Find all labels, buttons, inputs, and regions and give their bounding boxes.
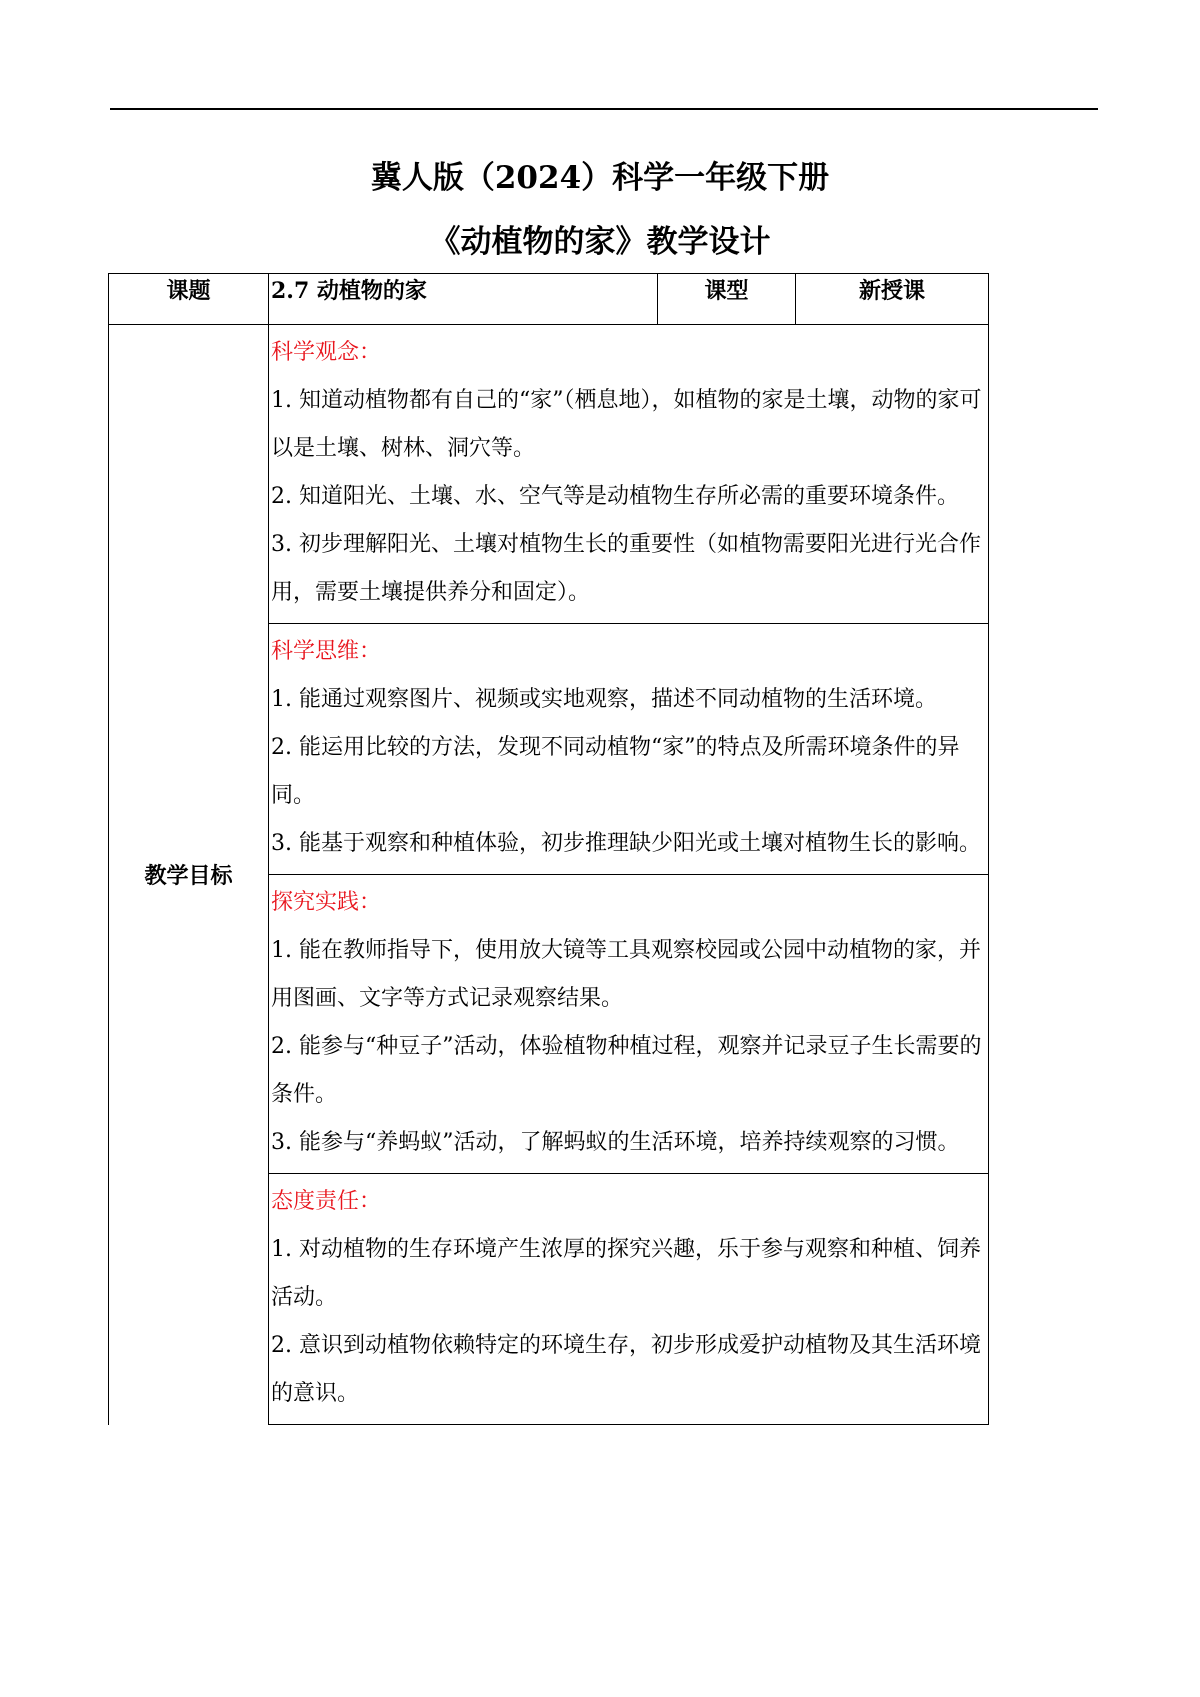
- type-value: 新授课: [796, 274, 989, 325]
- header-rule: [110, 108, 1098, 110]
- table-header-row: [109, 274, 989, 325]
- goal-item: 1. 能通过观察图片、视频或实地观察，描述不同动植物的生活环境。: [271, 687, 937, 712]
- goal-item: 2. 意识到动植物依赖特定的环境生存，初步形成爱护动植物及其生活环境的意识。: [271, 1333, 981, 1406]
- document-title: 冀人版（2024）科学一年级下册: [370, 160, 830, 196]
- goal-item: 2. 知道阳光、土壤、水、空气等是动植物生存所必需的重要环境条件。: [271, 484, 959, 509]
- goal-section-concepts: [269, 325, 989, 624]
- goal-section-thinking: [269, 624, 989, 875]
- goal-item: 2. 能参与“种豆子”活动，体验植物种植过程，观察并记录豆子生长需要的条件。: [271, 1034, 982, 1107]
- goal-item: 3. 能基于观察和种植体验，初步推理缺少阳光或土壤对植物生长的影响。: [271, 831, 981, 856]
- section-heading: 态度责任：: [271, 1189, 382, 1214]
- goal-item: 2. 能运用比较的方法，发现不同动植物“家”的特点及所需环境条件的异同。: [271, 735, 960, 808]
- goal-item: 1. 对动植物的生存环境产生浓厚的探究兴趣，乐于参与观察和种植、饲养活动。: [271, 1237, 981, 1310]
- goal-row: [109, 325, 989, 624]
- goal-section-attitude: [269, 1174, 989, 1425]
- section-heading: 科学观念：: [271, 340, 382, 365]
- section-heading: 科学思维：: [271, 639, 382, 664]
- goals-label: 教学目标: [109, 325, 269, 1425]
- goal-item: 1. 知道动植物都有自己的“家”（栖息地），如植物的家是土壤，动物的家可以是土壤、树林、洞穴等。: [271, 388, 982, 461]
- topic-label: 课题: [109, 274, 269, 325]
- lesson-plan-table: [108, 273, 989, 1425]
- goal-item: 3. 初步理解阳光、土壤对植物生长的重要性（如植物需要阳光进行光合作用，需要土壤提供养分和固定）。: [271, 532, 981, 605]
- goal-item: 3. 能参与“养蚂蚁”活动，了解蚂蚁的生活环境，培养持续观察的习惯。: [271, 1130, 960, 1155]
- goal-item: 1. 能在教师指导下，使用放大镜等工具观察校园或公园中动植物的家，并用图画、文字等方式记录观察结果。: [271, 938, 981, 1011]
- goal-section-practice: [269, 875, 989, 1174]
- document-subtitle: 《动植物的家》教学设计: [429, 224, 771, 260]
- topic-value: 2.7 动植物的家: [269, 274, 658, 325]
- type-label: 课型: [658, 274, 796, 325]
- section-heading: 探究实践：: [271, 890, 382, 915]
